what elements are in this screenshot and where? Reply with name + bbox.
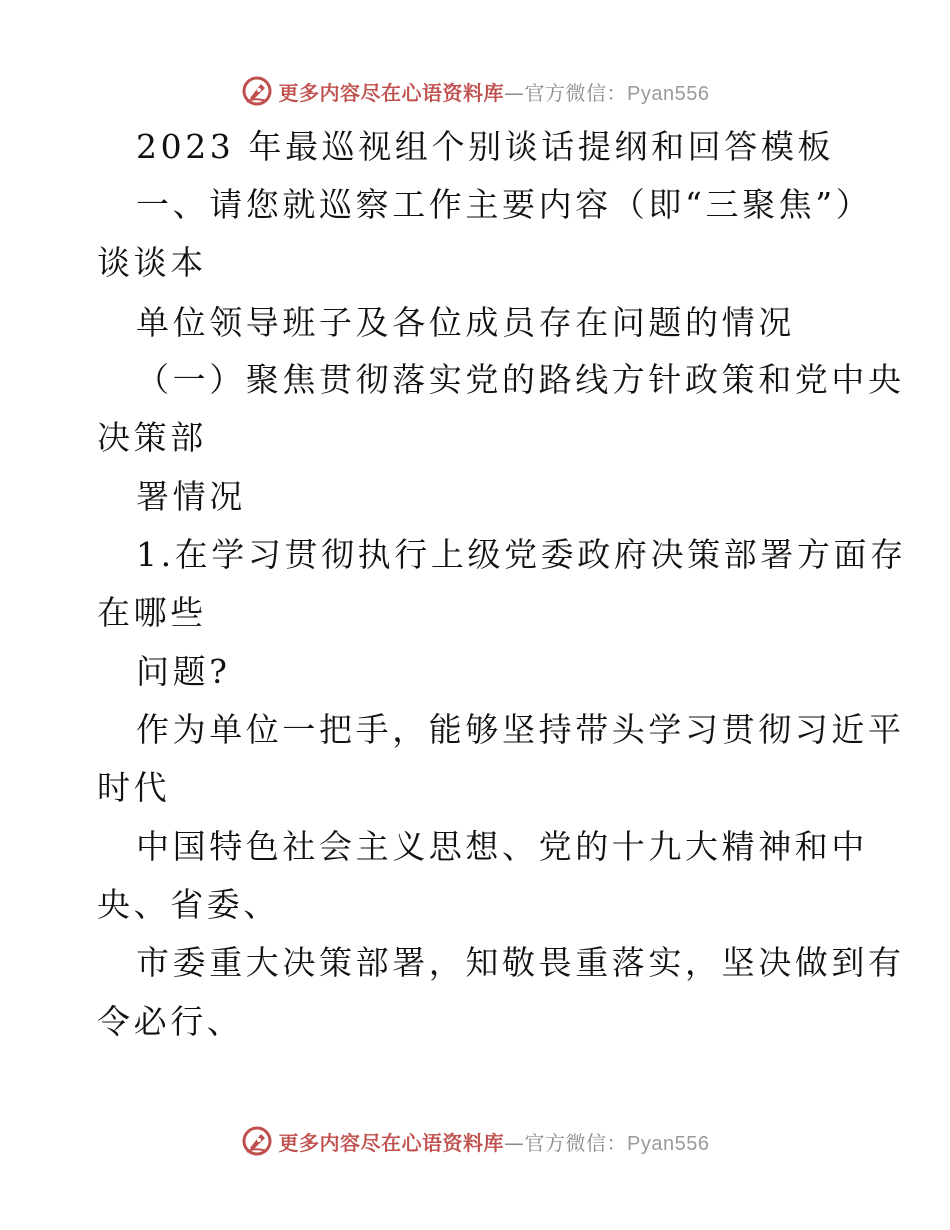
- banner-separator: —: [504, 80, 525, 105]
- banner-separator: —: [504, 1130, 525, 1155]
- answer-line: 中国特色社会主义思想、党的十九大精神和中: [136, 827, 868, 866]
- subsection-heading-line: 署情况: [136, 477, 246, 516]
- banner-site-name: 更多内容尽在心语资料库: [278, 80, 505, 105]
- banner-wechat-id: Pyan556: [627, 82, 710, 105]
- banner-wechat-label: 官方微信：: [524, 1130, 628, 1155]
- answer-line: 令必行、: [97, 1002, 244, 1041]
- footer-watermark-banner: [0, 1121, 950, 1161]
- section-heading-line: 谈谈本: [97, 243, 207, 282]
- question-line: 问题?: [136, 652, 231, 691]
- pen-nib-logo-icon: [241, 75, 273, 107]
- document-title: 2023 年最巡视组个别谈话提纲和回答模板: [136, 127, 835, 166]
- banner-site-name: 更多内容尽在心语资料库: [278, 1130, 505, 1155]
- answer-line: 央、省委、: [97, 885, 280, 924]
- answer-line: 作为单位一把手，能够坚持带头学习贯彻习近平: [136, 710, 905, 749]
- subsection-heading-line: （一）聚焦贯彻落实党的路线方针政策和党中央: [136, 360, 905, 399]
- answer-line: 时代: [97, 768, 171, 807]
- subsection-heading-line: 决策部: [97, 418, 207, 457]
- answer-line: 市委重大决策部署，知敬畏重落实，坚决做到有: [136, 943, 905, 982]
- section-heading-line: 一、请您就巡察工作主要内容（即“三聚焦”）: [136, 185, 873, 224]
- header-watermark-banner: [0, 71, 950, 111]
- question-line: 1.在学习贯彻执行上级党委政府决策部署方面存: [136, 535, 907, 574]
- banner-wechat-label: 官方微信：: [524, 80, 628, 105]
- question-line: 在哪些: [97, 593, 207, 632]
- pen-nib-logo-icon: [241, 1125, 273, 1157]
- banner-wechat-id: Pyan556: [627, 1132, 710, 1155]
- paragraph-line: 单位领导班子及各位成员存在问题的情况: [136, 303, 795, 342]
